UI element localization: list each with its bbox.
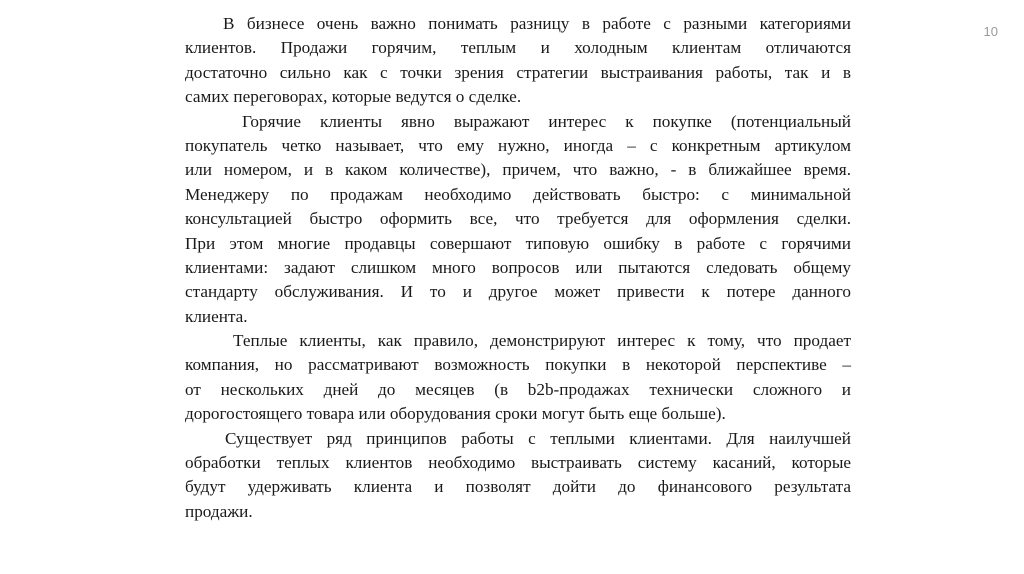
paragraph-warm-principles — [185, 427, 851, 525]
paragraph-line: компания, но рассматривают возможность покупки в некоторой перспективе – — [185, 355, 851, 375]
body-text — [185, 12, 851, 524]
paragraph-line: самих переговорах, которые ведутся о сделке. — [185, 87, 522, 107]
paragraph-line: консультацией быстро оформить все, что требуется для оформления сделки. — [185, 209, 851, 229]
paragraph-line: Горячие клиенты явно выражают интерес к покупке (потенциальный — [242, 111, 851, 131]
paragraph-line: Менеджеру по продажам необходимо действовать быстро: с минимальной — [185, 184, 851, 204]
paragraph-hot-clients — [185, 110, 851, 330]
paragraph-line: Существует ряд принципов работы с теплыми клиентами. Для наилучшей — [225, 428, 851, 448]
paragraph-line: достаточно сильно как с точки зрения стратегии выстраивания работы, так и в — [185, 62, 851, 82]
paragraph-line: Теплые клиенты, как правило, демонстрируют интерес к тому, что продает — [233, 331, 851, 351]
paragraph-line: стандарту обслуживания. И то и другое может привести к потере данного — [185, 282, 851, 302]
paragraph-line: покупатель четко называет, что ему нужно, иногда – с конкретным артикулом — [185, 135, 851, 155]
paragraph-line: дорогостоящего товара или оборудования сроки могут быть еще больше). — [185, 404, 726, 424]
paragraph-line: клиентами: задают слишком много вопросов или пытаются следовать общему — [185, 257, 851, 277]
paragraph-line: от нескольких дней до месяцев (в b2b-продажах технически сложного и — [185, 379, 851, 399]
paragraph-line: При этом многие продавцы совершают типовую ошибку в работе с горячими — [185, 233, 851, 253]
paragraph-line: или номером, и в каком количестве), причем, что важно, - в ближайшее время. — [185, 160, 851, 180]
paragraph-sales-categories — [185, 12, 851, 110]
paragraph-line: продажи. — [185, 501, 253, 521]
paragraph-line: В бизнесе очень важно понимать разницу в работе с разными категориями — [223, 14, 851, 33]
paragraph-line: обработки теплых клиентов необходимо выстраивать систему касаний, которые — [185, 453, 851, 473]
paragraph-line: клиента. — [185, 306, 248, 326]
paragraph-line: будут удерживать клиента и позволят дойти до финансового результата — [185, 477, 851, 497]
paragraph-line: клиентов. Продажи горячим, теплым и холодным клиентам отличаются — [185, 38, 851, 58]
page-number: 10 — [983, 24, 998, 39]
paragraph-warm-clients — [185, 329, 851, 427]
